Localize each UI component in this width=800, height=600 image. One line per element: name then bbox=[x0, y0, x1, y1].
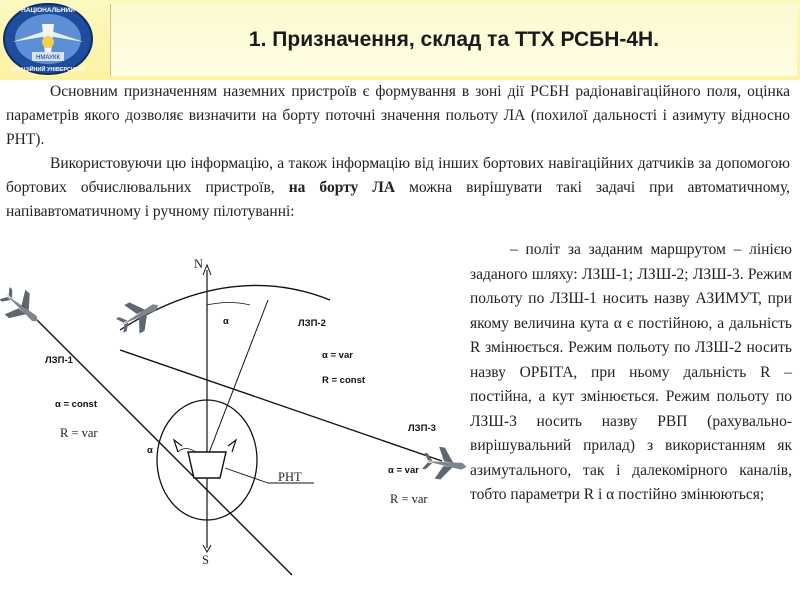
label-lzp1: ЛЗП-1 bbox=[45, 355, 73, 366]
alpha-arc-top bbox=[207, 303, 250, 306]
label-lzp3-r: R = var bbox=[390, 492, 428, 506]
right-column bbox=[470, 238, 792, 508]
label-lzp3-alpha: α = var bbox=[388, 465, 419, 476]
paragraph-2-part1: Використовуючи цю інформацію, а також інформацію від інших бортових навігаційних датчиків за допомогою бортових обчислювальних пристроїв, bbox=[6, 155, 790, 196]
title-box bbox=[110, 4, 797, 76]
paragraph-2 bbox=[6, 152, 790, 224]
label-lzp1-r: R = var bbox=[60, 426, 98, 440]
label-south: S bbox=[202, 553, 209, 567]
label-north: N bbox=[194, 257, 204, 271]
track-line-lzp3 bbox=[120, 350, 442, 461]
label-lzp2-alpha: α = var bbox=[322, 350, 353, 361]
bearing-line bbox=[207, 300, 268, 458]
label-rnt: РНТ bbox=[278, 470, 302, 484]
aircraft-lzp2 bbox=[112, 291, 166, 340]
label-lzp2: ЛЗП-2 bbox=[298, 318, 326, 329]
logo-badge-text: НМАУКК bbox=[36, 55, 60, 61]
university-logo bbox=[2, 2, 94, 76]
station-rnt bbox=[188, 452, 226, 478]
paragraph-2-part2: можна вирішувати такі задачі при автоматичному, напівавтоматичному і ручному пілотуванні: bbox=[6, 179, 791, 220]
label-lzp1-alpha: α = const bbox=[55, 399, 98, 410]
rnt-leader bbox=[225, 468, 268, 483]
page-title: 1. Призначення, склад та ТТХ РСБН-4Н. bbox=[248, 28, 660, 51]
paragraph-1: Основним призначенням наземних пристроїв є формування в зоні дії РСБН радіонавігаційного поля, оцінка параметрів якого дозволяє визначити на борту поточні значення польоту ЛА (похилої дальності і азимуту відносно РНТ). bbox=[6, 83, 790, 148]
navigation-diagram bbox=[0, 240, 470, 600]
label-alpha: α bbox=[147, 445, 153, 456]
label-lzp3: ЛЗП-3 bbox=[408, 423, 436, 434]
paragraph-2-bold: на борту ЛА bbox=[288, 179, 396, 196]
label-alpha-small: α bbox=[223, 316, 229, 327]
logo-top-text: НАЦІОНАЛЬНИЙ bbox=[21, 7, 75, 14]
right-column-text: – політ за заданим маршрутом – лінією заданого шляху: ЛЗШ-1; ЛЗШ-2; ЛЗШ-3. Режим польоту по ЛЗШ-1 носить назву АЗИМУТ, при якому величина кута α є постійною, а дальність R змінюється. Режим польоту по ЛЗШ-2 носить назву ОРБІТА, при ньому дальність R – постійна, а кут змінюється. Режим польоту по ЛЗШ-3 носить назву РВП (рахувально-вирішувальний прилад) з використанням як азимутального, так і далекомірного каналів, тобто параметри R і α постійно змінюються; bbox=[470, 241, 792, 503]
aircraft-lzp3 bbox=[421, 445, 469, 483]
logo-bottom-text: АВІАЦІЙНИЙ УНІВЕРСИТЕТ bbox=[10, 67, 86, 73]
station-arrow-right bbox=[228, 440, 236, 452]
aircraft-lzp1 bbox=[0, 281, 48, 334]
label-lzp2-r: R = const bbox=[322, 375, 366, 386]
track-line-lzp1 bbox=[22, 305, 292, 575]
